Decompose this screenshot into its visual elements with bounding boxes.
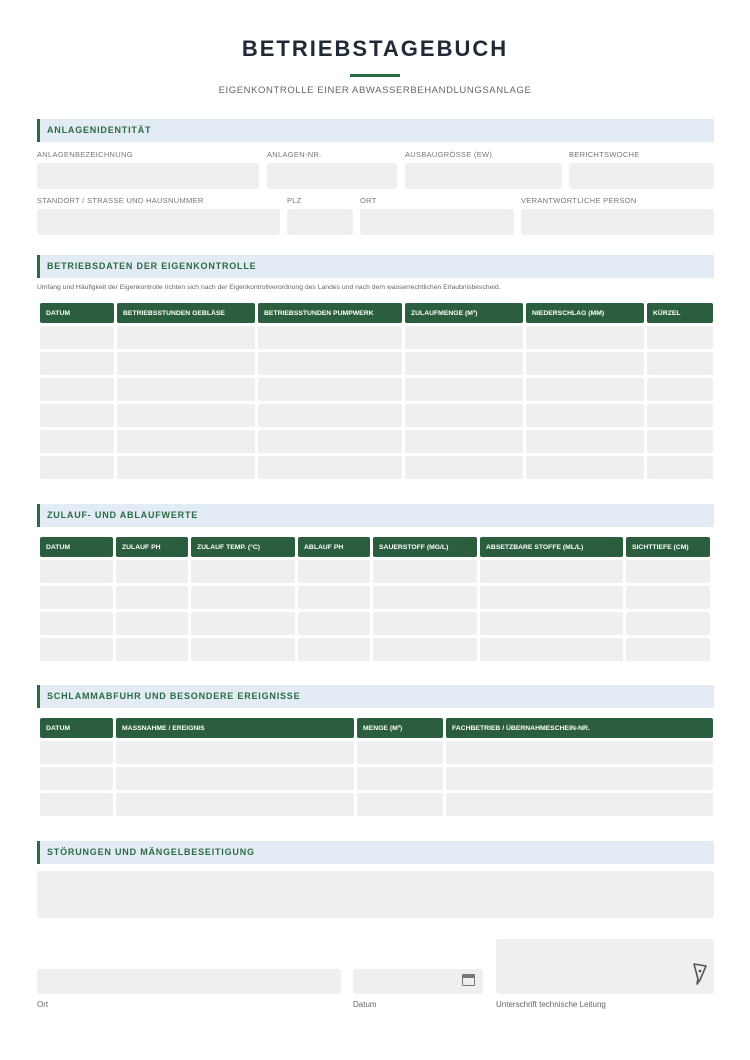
table-cell[interactable] — [357, 793, 443, 816]
table-header-row — [40, 718, 713, 738]
table-cell[interactable] — [40, 352, 114, 375]
table-cell[interactable] — [40, 741, 113, 764]
facility-number-field[interactable] — [267, 163, 397, 189]
table-row — [40, 793, 713, 816]
table-cell[interactable] — [405, 326, 523, 349]
place-field[interactable] — [37, 969, 341, 994]
column-header: ZULAUF PH — [116, 537, 188, 557]
table-row — [40, 430, 713, 453]
table-cell[interactable] — [116, 612, 188, 635]
table-cell[interactable] — [480, 560, 623, 583]
table-row — [40, 741, 713, 764]
pen-nib-icon — [692, 962, 708, 986]
table-cell[interactable] — [191, 586, 295, 609]
table-cell[interactable] — [626, 560, 710, 583]
page-subtitle: EIGENKONTROLLE EINER ABWASSERBEHANDLUNGSANLAGE — [218, 85, 532, 96]
report-week-field[interactable] — [569, 163, 714, 189]
column-header: ZULAUFMENGE (M³) — [405, 303, 523, 323]
label-facility-name: ANLAGENBEZEICHNUNG — [37, 150, 133, 159]
column-header: MENGE (M³) — [357, 718, 443, 738]
table-cell[interactable] — [446, 793, 713, 816]
table-cell[interactable] — [480, 586, 623, 609]
table-cell[interactable] — [258, 404, 402, 427]
table-cell[interactable] — [480, 612, 623, 635]
table-row — [40, 404, 713, 427]
column-header: ZULAUF TEMP. (°C) — [191, 537, 295, 557]
column-header: MASSNAHME / EREIGNIS — [116, 718, 354, 738]
column-header: KÜRZEL — [647, 303, 713, 323]
operating-table — [37, 300, 716, 482]
label-zip: PLZ — [287, 196, 302, 205]
section-heading-faults: STÖRUNGEN UND MÄNGELBESEITIGUNG — [37, 841, 714, 864]
table-cell[interactable] — [40, 767, 113, 790]
table-cell[interactable] — [647, 430, 713, 453]
column-header: NIEDERSCHLAG (MM) — [526, 303, 644, 323]
capacity-field[interactable] — [405, 163, 562, 189]
table-cell[interactable] — [373, 586, 477, 609]
table-cell[interactable] — [116, 560, 188, 583]
table-cell[interactable] — [405, 430, 523, 453]
table-cell[interactable] — [40, 638, 113, 661]
calendar-icon[interactable] — [462, 974, 475, 986]
column-header: SAUERSTOFF (MG/L) — [373, 537, 477, 557]
table-cell[interactable] — [40, 456, 114, 479]
responsible-field[interactable] — [521, 209, 714, 235]
column-header: ABSETZBARE STOFFE (ML/L) — [480, 537, 623, 557]
table-cell[interactable] — [191, 612, 295, 635]
column-header: BETRIEBSSTUNDEN GEBLÄSE — [117, 303, 255, 323]
table-cell[interactable] — [116, 638, 188, 661]
table-cell[interactable] — [526, 430, 644, 453]
column-header: BETRIEBSSTUNDEN PUMPWERK — [258, 303, 402, 323]
table-cell[interactable] — [405, 378, 523, 401]
table-cell[interactable] — [117, 352, 255, 375]
table-cell[interactable] — [258, 326, 402, 349]
section-heading-values: ZULAUF- UND ABLAUFWERTE — [37, 504, 714, 527]
table-cell[interactable] — [191, 560, 295, 583]
table-cell[interactable] — [298, 586, 370, 609]
facility-name-field[interactable] — [37, 163, 259, 189]
table-cell[interactable] — [40, 404, 114, 427]
table-cell[interactable] — [258, 430, 402, 453]
table-header-row — [40, 303, 713, 323]
table-cell[interactable] — [626, 612, 710, 635]
table-cell[interactable] — [40, 560, 113, 583]
column-header: DATUM — [40, 537, 113, 557]
label-responsible: VERANTWORTLICHE PERSON — [521, 196, 637, 205]
table-cell[interactable] — [626, 586, 710, 609]
title-divider — [350, 74, 400, 77]
table-cell[interactable] — [40, 430, 114, 453]
table-cell[interactable] — [526, 456, 644, 479]
section-heading-identity: ANLAGENIDENTITÄT — [37, 119, 714, 142]
table-row — [40, 326, 713, 349]
table-cell[interactable] — [446, 767, 713, 790]
table-row — [40, 352, 713, 375]
table-cell[interactable] — [40, 793, 113, 816]
table-cell[interactable] — [647, 456, 713, 479]
city-field[interactable] — [360, 209, 514, 235]
table-row — [40, 560, 710, 583]
table-row — [40, 767, 713, 790]
faults-textarea[interactable] — [37, 871, 714, 918]
table-cell[interactable] — [647, 352, 713, 375]
table-cell[interactable] — [647, 378, 713, 401]
table-cell[interactable] — [40, 378, 114, 401]
table-cell[interactable] — [626, 638, 710, 661]
table-cell[interactable] — [117, 456, 255, 479]
page-title: BETRIEBSTAGEBUCH — [241, 36, 509, 61]
zip-field[interactable] — [287, 209, 353, 235]
table-row — [40, 586, 710, 609]
date-label: Datum — [353, 1000, 377, 1009]
table-cell[interactable] — [116, 741, 354, 764]
table-cell[interactable] — [647, 404, 713, 427]
column-header: SICHTTIEFE (CM) — [626, 537, 710, 557]
table-row — [40, 456, 713, 479]
place-label: Ort — [37, 1000, 49, 1009]
table-cell[interactable] — [40, 326, 114, 349]
table-cell[interactable] — [373, 560, 477, 583]
table-cell[interactable] — [526, 404, 644, 427]
table-cell[interactable] — [40, 612, 113, 635]
table-cell[interactable] — [373, 638, 477, 661]
signature-label: Unterschrift technische Leitung — [496, 1000, 606, 1009]
table-cell[interactable] — [258, 352, 402, 375]
table-cell[interactable] — [480, 638, 623, 661]
table-cell[interactable] — [405, 404, 523, 427]
column-header: DATUM — [40, 303, 114, 323]
table-cell[interactable] — [117, 378, 255, 401]
table-cell[interactable] — [258, 378, 402, 401]
column-header: DATUM — [40, 718, 113, 738]
table-cell[interactable] — [116, 586, 188, 609]
table-cell[interactable] — [446, 741, 713, 764]
section-heading-sludge: SCHLAMMABFUHR UND BESONDERE EREIGNISSE — [37, 685, 714, 708]
column-header: ABLAUF PH — [298, 537, 370, 557]
table-cell[interactable] — [40, 586, 113, 609]
table-header-row — [40, 537, 710, 557]
table-cell[interactable] — [258, 456, 402, 479]
table-cell[interactable] — [298, 560, 370, 583]
label-capacity: AUSBAUGRÖSSE (EW) — [405, 150, 493, 159]
table-row — [40, 378, 713, 401]
table-row — [40, 638, 710, 661]
table-cell[interactable] — [373, 612, 477, 635]
table-cell[interactable] — [647, 326, 713, 349]
section-heading-operating: BETRIEBSDATEN DER EIGENKONTROLLE — [37, 255, 714, 278]
table-cell[interactable] — [116, 767, 354, 790]
table-cell[interactable] — [191, 638, 295, 661]
table-cell[interactable] — [357, 767, 443, 790]
table-cell[interactable] — [117, 326, 255, 349]
sludge-table — [37, 715, 716, 819]
label-location: STANDORT / STRASSE UND HAUSNUMMER — [37, 196, 204, 205]
column-header: FACHBETRIEB / ÜBERNAHMESCHEIN-NR. — [446, 718, 713, 738]
table-cell[interactable] — [116, 793, 354, 816]
table-cell[interactable] — [526, 352, 644, 375]
table-cell[interactable] — [405, 352, 523, 375]
label-report-week: BERICHTSWOCHE — [569, 150, 640, 159]
table-cell[interactable] — [405, 456, 523, 479]
table-row — [40, 612, 710, 635]
values-table — [37, 534, 713, 664]
signature-field[interactable] — [496, 939, 714, 994]
label-city: ORT — [360, 196, 377, 205]
table-cell[interactable] — [298, 612, 370, 635]
table-cell[interactable] — [357, 741, 443, 764]
table-cell[interactable] — [117, 430, 255, 453]
table-cell[interactable] — [526, 326, 644, 349]
table-cell[interactable] — [526, 378, 644, 401]
table-cell[interactable] — [298, 638, 370, 661]
label-facility-number: ANLAGEN-NR. — [267, 150, 322, 159]
table-cell[interactable] — [117, 404, 255, 427]
operating-note: Umfang und Häufigkeit der Eigenkontrolle richten sich nach der Eigenkontrollverordnung des Landes und nach dem wasserrechtlichen Erlaubnisbescheid. — [37, 284, 501, 291]
location-field[interactable] — [37, 209, 280, 235]
